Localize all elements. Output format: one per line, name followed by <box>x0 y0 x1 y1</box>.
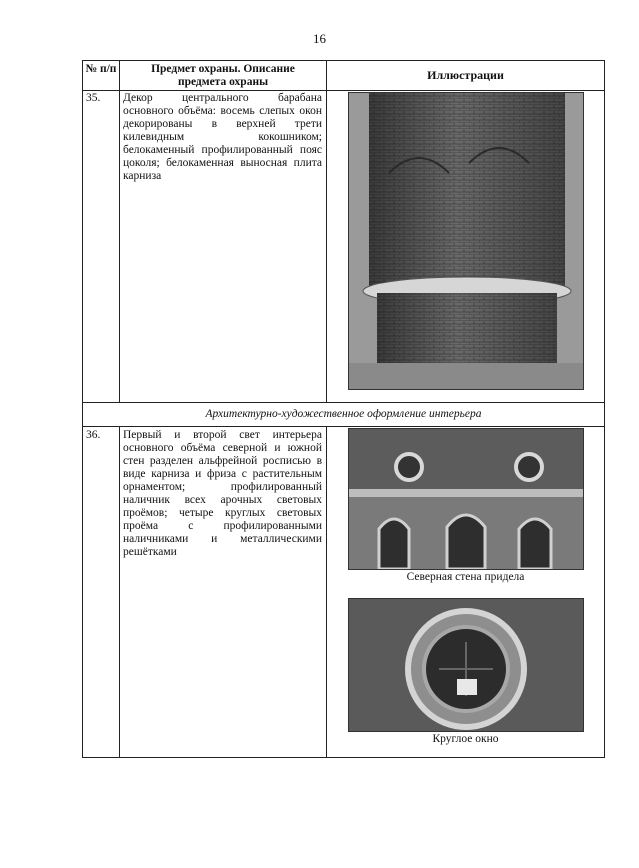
page-number: 16 <box>313 31 326 46</box>
header-illustrations: Иллюстрации <box>427 68 504 82</box>
row-35-description: Декор центрального барабана основного объёма: восемь слепых окон декорированы в верхней трети килевидным кокошником; белокаменный профилированный пояс цоколя; белокаменная выносная плита карниза <box>123 92 322 182</box>
protection-table <box>82 60 605 758</box>
drum-photo <box>348 92 584 390</box>
table-border-bottom <box>82 757 605 758</box>
section-divider <box>82 426 605 427</box>
north-wall-caption: Северная стена придела <box>406 571 525 583</box>
header-subject: Предмет охраны. Описание предмета охраны <box>151 63 295 88</box>
table-border-top <box>82 60 605 61</box>
col-divider-2b <box>326 426 327 758</box>
header-num: № п/п <box>85 63 117 75</box>
section-title: Архитектурно-художественное оформление интерьера <box>205 408 482 420</box>
row-36-number: 36. <box>86 429 101 441</box>
col-divider-2 <box>326 60 327 402</box>
col-divider-1b <box>119 426 120 758</box>
header-divider <box>82 90 605 91</box>
north-wall-photo <box>348 428 584 570</box>
col-divider-1 <box>119 60 120 402</box>
round-window-caption: Круглое окно <box>432 733 499 745</box>
row-35-number: 35. <box>86 92 101 104</box>
row-divider <box>82 402 605 403</box>
round-window-photo <box>348 598 584 732</box>
row-36-description: Первый и второй свет интерьера основного объёма северной и южной стен разделен альфрейной росписью в виде карниза и фриза с растительным орнаментом; профилированный наличник всех арочных световых проёмов; четыре круглых световых проёма с профилированными наличниками и металлическими решётками <box>123 429 322 558</box>
